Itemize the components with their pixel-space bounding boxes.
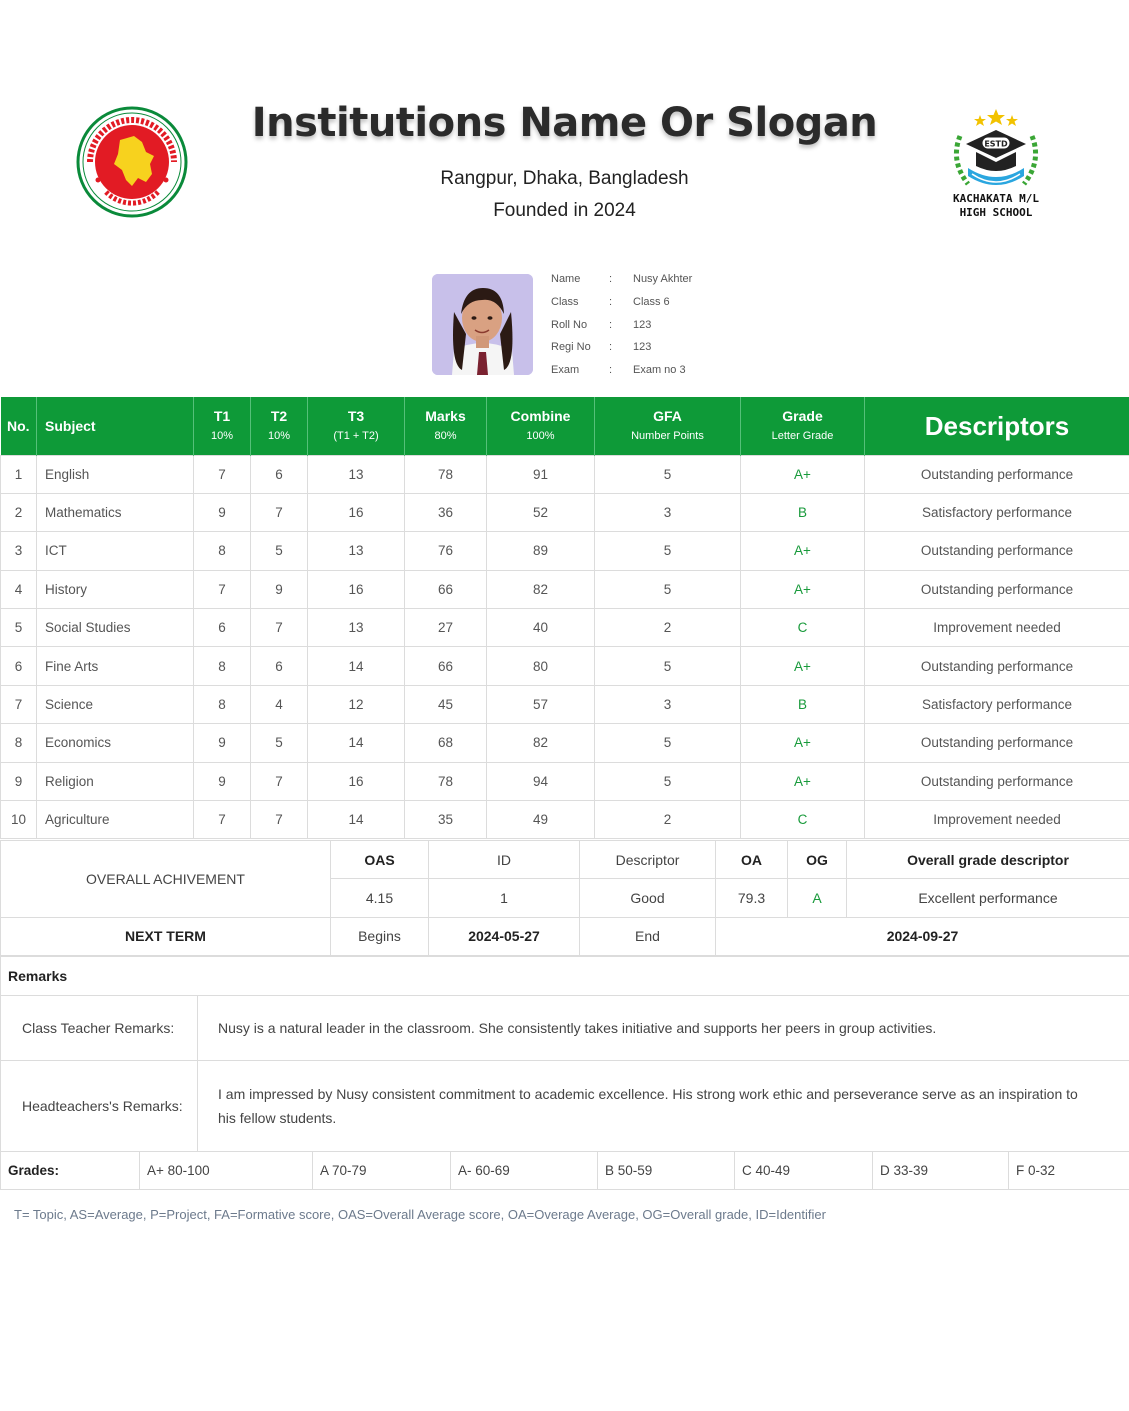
table-row xyxy=(1,532,1129,570)
row-grade: A+ xyxy=(741,570,865,608)
col-header-label: GFA xyxy=(653,407,682,424)
row-combine: 57 xyxy=(487,685,595,723)
info-separator: : xyxy=(609,295,613,308)
table-row xyxy=(1,724,1129,762)
row-number: 2 xyxy=(1,493,37,531)
col-header-t2 xyxy=(251,397,308,455)
row-gfa: 5 xyxy=(595,647,741,685)
student-info-row xyxy=(551,359,692,382)
remarks-table xyxy=(0,956,1129,1152)
table-row xyxy=(1,493,1129,531)
row-marks: 35 xyxy=(405,801,487,839)
student-regi: 123 xyxy=(633,341,652,354)
table-row xyxy=(1,647,1129,685)
info-label: Regi No xyxy=(551,341,591,354)
institution-title: Institutions Name Or Slogan xyxy=(251,100,878,146)
abbreviation-legend: T= Topic, AS=Average, P=Project, FA=Formative score, OAS=Overall Average score, OA=Overage Average, OG=Overall grade, ID=Identifier xyxy=(14,1207,826,1222)
row-t1: 7 xyxy=(194,570,251,608)
row-t2: 7 xyxy=(251,762,308,800)
info-separator: : xyxy=(609,273,613,285)
col-header-sub: 100% xyxy=(526,429,555,442)
row-marks: 78 xyxy=(405,762,487,800)
table-row xyxy=(1,570,1129,608)
oa-value: 79.3 xyxy=(716,879,788,917)
row-t1: 9 xyxy=(194,493,251,531)
descriptor-value: Good xyxy=(580,879,716,917)
row-t3: 14 xyxy=(308,724,405,762)
row-t3: 16 xyxy=(308,570,405,608)
col-header-t3 xyxy=(308,397,405,455)
row-subject: Fine Arts xyxy=(37,647,194,685)
student-info-row xyxy=(551,291,692,314)
row-gfa: 5 xyxy=(595,724,741,762)
row-number: 4 xyxy=(1,570,37,608)
institution-founded: Founded in 2024 xyxy=(493,200,636,221)
row-combine: 40 xyxy=(487,609,595,647)
school-logo xyxy=(938,106,1054,226)
row-gfa: 5 xyxy=(595,762,741,800)
row-descriptor: Outstanding performance xyxy=(865,532,1129,570)
og-header: OG xyxy=(788,841,847,879)
col-header-label: T1 xyxy=(213,407,231,424)
row-number: 3 xyxy=(1,532,37,570)
row-combine: 91 xyxy=(487,455,595,493)
row-t2: 7 xyxy=(251,493,308,531)
remarks-title: Remarks xyxy=(1,957,1129,996)
row-t3: 14 xyxy=(308,801,405,839)
col-header-sub: Letter Grade xyxy=(771,429,834,442)
student-class: Class 6 xyxy=(633,295,670,308)
col-header-t1 xyxy=(194,397,251,455)
row-subject: Social Studies xyxy=(37,609,194,647)
row-subject: Science xyxy=(37,685,194,723)
row-subject: ICT xyxy=(37,532,194,570)
overall-grade-descriptor-value: Excellent performance xyxy=(847,879,1129,917)
row-marks: 27 xyxy=(405,609,487,647)
row-grade: C xyxy=(741,609,865,647)
row-grade: A+ xyxy=(741,647,865,685)
row-t3: 12 xyxy=(308,685,405,723)
row-gfa: 2 xyxy=(595,801,741,839)
row-t1: 6 xyxy=(194,609,251,647)
row-t2: 4 xyxy=(251,685,308,723)
og-value: A xyxy=(788,879,847,917)
row-grade: A+ xyxy=(741,455,865,493)
head-teacher-remarks-row xyxy=(1,1061,1129,1152)
row-t2: 5 xyxy=(251,532,308,570)
oas-value: 4.15 xyxy=(331,879,429,917)
row-number: 6 xyxy=(1,647,37,685)
marks-table xyxy=(0,397,1129,839)
row-subject: Economics xyxy=(37,724,194,762)
row-grade: C xyxy=(741,801,865,839)
row-gfa: 3 xyxy=(595,493,741,531)
row-t2: 6 xyxy=(251,455,308,493)
row-t2: 7 xyxy=(251,801,308,839)
col-header-gfa xyxy=(595,397,741,455)
col-header-marks xyxy=(405,397,487,455)
row-marks: 45 xyxy=(405,685,487,723)
next-term-begins-date: 2024-05-27 xyxy=(429,917,580,955)
row-t2: 9 xyxy=(251,570,308,608)
student-info xyxy=(551,268,692,382)
col-header-label: Grade xyxy=(782,407,823,424)
row-t3: 16 xyxy=(308,762,405,800)
row-combine: 94 xyxy=(487,762,595,800)
col-header-combine xyxy=(487,397,595,455)
next-term-end-date: 2024-09-27 xyxy=(716,917,1129,955)
id-value: 1 xyxy=(429,879,580,917)
row-marks: 36 xyxy=(405,493,487,531)
marks-body xyxy=(1,455,1129,839)
row-subject: Agriculture xyxy=(37,801,194,839)
row-t3: 16 xyxy=(308,493,405,531)
row-number: 7 xyxy=(1,685,37,723)
next-term-end-label: End xyxy=(580,917,716,955)
student-name: Nusy Akhter xyxy=(633,273,693,285)
row-combine: 89 xyxy=(487,532,595,570)
info-label: Class xyxy=(551,295,579,308)
student-photo xyxy=(432,274,533,375)
row-gfa: 3 xyxy=(595,685,741,723)
student-info-row xyxy=(551,336,692,359)
row-marks: 78 xyxy=(405,455,487,493)
info-separator: : xyxy=(609,318,613,331)
head-teacher-remarks-text: I am impressed by Nusy consistent commitment to academic excellence. His strong work ethic and perseverance serve as an inspiration to his fellow students. xyxy=(198,1061,1129,1152)
row-descriptor: Outstanding performance xyxy=(865,570,1129,608)
row-subject: History xyxy=(37,570,194,608)
col-header-label: Combine xyxy=(510,407,571,424)
row-descriptor: Improvement needed xyxy=(865,801,1129,839)
grade-scale-item: A 70-79 xyxy=(313,1152,451,1190)
class-teacher-remarks-text: Nusy is a natural leader in the classroom. She consistently takes initiative and supports her peers in group activities. xyxy=(198,996,1129,1061)
row-number: 1 xyxy=(1,455,37,493)
row-grade: A+ xyxy=(741,724,865,762)
row-marks: 76 xyxy=(405,532,487,570)
row-number: 8 xyxy=(1,724,37,762)
grade-scale-item: C 40-49 xyxy=(735,1152,873,1190)
col-header-subject: Subject xyxy=(37,397,194,455)
row-combine: 82 xyxy=(487,724,595,762)
grade-scale-item: A+ 80-100 xyxy=(140,1152,313,1190)
row-subject: Mathematics xyxy=(37,493,194,531)
row-t3: 13 xyxy=(308,532,405,570)
row-t2: 7 xyxy=(251,609,308,647)
row-descriptor: Outstanding performance xyxy=(865,762,1129,800)
head-teacher-remarks-label: Headteachers's Remarks: xyxy=(1,1061,198,1152)
grade-scale-item: D 33-39 xyxy=(873,1152,1009,1190)
row-t2: 6 xyxy=(251,647,308,685)
row-descriptor: Satisfactory performance xyxy=(865,685,1129,723)
logo-school-line2: HIGH SCHOOL xyxy=(959,206,1033,219)
info-label: Exam xyxy=(551,364,580,377)
row-subject: English xyxy=(37,455,194,493)
col-header-sub: (T1 + T2) xyxy=(333,429,379,442)
row-marks: 66 xyxy=(405,570,487,608)
row-combine: 80 xyxy=(487,647,595,685)
remarks-title-row xyxy=(1,957,1129,996)
row-t1: 8 xyxy=(194,685,251,723)
info-label: Roll No xyxy=(551,318,588,331)
col-header-label: T2 xyxy=(270,407,288,424)
grade-scale-item: B 50-59 xyxy=(598,1152,735,1190)
overall-header-row xyxy=(1,841,1129,879)
row-gfa: 2 xyxy=(595,609,741,647)
info-separator: : xyxy=(609,341,613,354)
row-t1: 9 xyxy=(194,724,251,762)
grade-scale-item: A- 60-69 xyxy=(451,1152,598,1190)
info-separator: : xyxy=(609,364,613,377)
row-grade: B xyxy=(741,493,865,531)
col-header-label: Marks xyxy=(425,407,466,424)
table-row xyxy=(1,609,1129,647)
row-subject: Religion xyxy=(37,762,194,800)
row-t3: 13 xyxy=(308,609,405,647)
student-info-row xyxy=(551,314,692,337)
table-row xyxy=(1,455,1129,493)
row-t1: 7 xyxy=(194,455,251,493)
row-grade: A+ xyxy=(741,532,865,570)
grade-scale-row xyxy=(1,1152,1129,1190)
descriptor-header: Descriptor xyxy=(580,841,716,879)
table-row xyxy=(1,685,1129,723)
row-gfa: 5 xyxy=(595,455,741,493)
table-row xyxy=(1,801,1129,839)
oas-header: OAS xyxy=(331,841,429,879)
next-term-begins-label: Begins xyxy=(331,917,429,955)
row-number: 5 xyxy=(1,609,37,647)
col-header-label: T3 xyxy=(347,407,365,424)
grade-scale-item: F 0-32 xyxy=(1009,1152,1129,1190)
table-row xyxy=(1,762,1129,800)
row-gfa: 5 xyxy=(595,570,741,608)
col-header-sub: 10% xyxy=(267,429,291,442)
overall-grade-descriptor-header: Overall grade descriptor xyxy=(847,841,1129,879)
oa-header: OA xyxy=(716,841,788,879)
row-grade: B xyxy=(741,685,865,723)
row-descriptor: Outstanding performance xyxy=(865,724,1129,762)
row-number: 10 xyxy=(1,801,37,839)
row-t1: 8 xyxy=(194,647,251,685)
grades-label: Grades: xyxy=(1,1152,140,1190)
info-label: Name xyxy=(551,273,581,285)
col-header-sub: 10% xyxy=(210,429,234,442)
class-teacher-remarks-row xyxy=(1,996,1129,1061)
row-number: 9 xyxy=(1,762,37,800)
row-t1: 7 xyxy=(194,801,251,839)
row-gfa: 5 xyxy=(595,532,741,570)
row-grade: A+ xyxy=(741,762,865,800)
logo-school-line1: KACHAKATA M/L xyxy=(952,192,1040,205)
id-header: ID xyxy=(429,841,580,879)
class-teacher-remarks-label: Class Teacher Remarks: xyxy=(1,996,198,1061)
row-t1: 9 xyxy=(194,762,251,800)
row-marks: 68 xyxy=(405,724,487,762)
institution-address: Rangpur, Dhaka, Bangladesh xyxy=(440,168,689,189)
row-combine: 82 xyxy=(487,570,595,608)
row-t2: 5 xyxy=(251,724,308,762)
next-term-row xyxy=(1,917,1129,955)
marks-header-row xyxy=(1,397,1129,455)
logo-badge-text: ESTD xyxy=(984,139,1008,149)
row-combine: 52 xyxy=(487,493,595,531)
col-header-sub: 80% xyxy=(434,429,457,442)
row-marks: 66 xyxy=(405,647,487,685)
row-descriptor: Satisfactory performance xyxy=(865,493,1129,531)
student-info-row xyxy=(551,268,692,291)
row-descriptor: Outstanding performance xyxy=(865,455,1129,493)
row-t3: 14 xyxy=(308,647,405,685)
overall-achievement-label: OVERALL ACHIVEMENT xyxy=(1,841,331,918)
next-term-label: NEXT TERM xyxy=(1,917,331,955)
student-roll: 123 xyxy=(633,318,652,331)
col-header-grade xyxy=(741,397,865,455)
col-header-no: No. xyxy=(1,397,37,455)
col-header-sub: Number Points xyxy=(631,429,704,442)
row-t3: 13 xyxy=(308,455,405,493)
col-header-descriptors: Descriptors xyxy=(865,397,1129,455)
grade-scale-table xyxy=(0,1151,1129,1190)
row-descriptor: Improvement needed xyxy=(865,609,1129,647)
overall-achievement-table xyxy=(0,840,1129,956)
student-exam: Exam no 3 xyxy=(633,364,686,377)
row-descriptor: Outstanding performance xyxy=(865,647,1129,685)
report-header xyxy=(0,0,1129,260)
row-combine: 49 xyxy=(487,801,595,839)
row-t1: 8 xyxy=(194,532,251,570)
